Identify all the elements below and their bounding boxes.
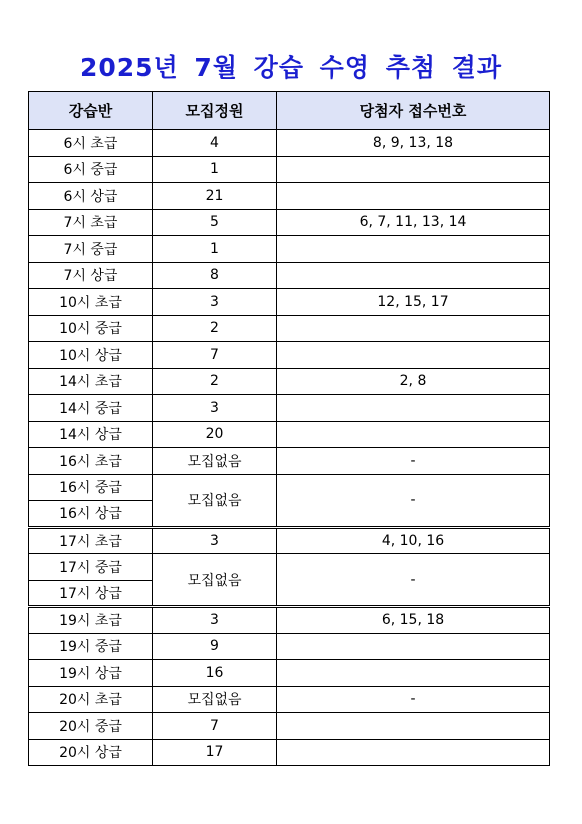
winners-cell xyxy=(277,262,550,289)
capacity-cell: 20 xyxy=(153,421,277,448)
capacity-cell: 21 xyxy=(153,183,277,210)
winners-cell xyxy=(277,633,550,660)
table-row xyxy=(29,607,550,634)
capacity-cell: 모집없음 xyxy=(153,554,277,607)
class-cell: 7시 초급 xyxy=(29,209,153,236)
capacity-cell: 7 xyxy=(153,342,277,369)
capacity-cell: 1 xyxy=(153,156,277,183)
class-cell: 14시 중급 xyxy=(29,395,153,422)
capacity-cell: 모집없음 xyxy=(153,686,277,713)
capacity-cell: 17 xyxy=(153,739,277,766)
capacity-cell: 9 xyxy=(153,633,277,660)
table-row xyxy=(29,289,550,316)
table-row xyxy=(29,421,550,448)
class-cell: 19시 초급 xyxy=(29,607,153,634)
class-cell: 20시 중급 xyxy=(29,713,153,740)
winners-cell xyxy=(277,156,550,183)
table-row xyxy=(29,315,550,342)
winners-cell: - xyxy=(277,554,550,607)
winners-cell: - xyxy=(277,474,550,527)
capacity-cell: 4 xyxy=(153,130,277,157)
table-row xyxy=(29,633,550,660)
table-row xyxy=(29,368,550,395)
capacity-cell: 3 xyxy=(153,395,277,422)
winners-cell xyxy=(277,713,550,740)
class-cell: 20시 초급 xyxy=(29,686,153,713)
table-row xyxy=(29,554,550,581)
winners-cell: 6, 15, 18 xyxy=(277,607,550,634)
table-row xyxy=(29,395,550,422)
winners-cell xyxy=(277,739,550,766)
winners-cell xyxy=(277,315,550,342)
class-cell: 6시 초급 xyxy=(29,130,153,157)
table-row xyxy=(29,236,550,263)
winners-cell: 4, 10, 16 xyxy=(277,527,550,554)
capacity-cell: 16 xyxy=(153,660,277,687)
header-winners: 당첨자 접수번호 xyxy=(277,92,550,130)
table-row xyxy=(29,474,550,501)
class-cell: 10시 중급 xyxy=(29,315,153,342)
class-cell: 17시 중급 xyxy=(29,554,153,581)
capacity-cell: 2 xyxy=(153,368,277,395)
winners-cell xyxy=(277,395,550,422)
winners-cell: - xyxy=(277,448,550,475)
winners-cell: 8, 9, 13, 18 xyxy=(277,130,550,157)
capacity-cell: 3 xyxy=(153,527,277,554)
winners-cell xyxy=(277,421,550,448)
table-row xyxy=(29,660,550,687)
page-title: 2025년 7월 강습 수영 추첨 결과 xyxy=(80,53,502,82)
capacity-cell: 7 xyxy=(153,713,277,740)
capacity-cell: 8 xyxy=(153,262,277,289)
class-cell: 16시 초급 xyxy=(29,448,153,475)
header-capacity: 모집정원 xyxy=(153,92,277,130)
capacity-cell: 3 xyxy=(153,289,277,316)
header-row xyxy=(29,92,550,130)
class-cell: 14시 상급 xyxy=(29,421,153,448)
table-row xyxy=(29,342,550,369)
class-cell: 7시 상급 xyxy=(29,262,153,289)
class-cell: 7시 중급 xyxy=(29,236,153,263)
winners-cell: - xyxy=(277,686,550,713)
class-cell: 19시 상급 xyxy=(29,660,153,687)
class-cell: 17시 상급 xyxy=(29,580,153,607)
table-row xyxy=(29,209,550,236)
capacity-cell: 3 xyxy=(153,607,277,634)
class-cell: 16시 중급 xyxy=(29,474,153,501)
table-row xyxy=(29,527,550,554)
table-row xyxy=(29,713,550,740)
header-class: 강습반 xyxy=(29,92,153,130)
class-cell: 6시 상급 xyxy=(29,183,153,210)
capacity-cell: 5 xyxy=(153,209,277,236)
table-row xyxy=(29,156,550,183)
class-cell: 14시 초급 xyxy=(29,368,153,395)
class-cell: 6시 중급 xyxy=(29,156,153,183)
table-row xyxy=(29,739,550,766)
capacity-cell: 1 xyxy=(153,236,277,263)
table-row xyxy=(29,686,550,713)
winners-cell xyxy=(277,342,550,369)
class-cell: 16시 상급 xyxy=(29,501,153,528)
table-row xyxy=(29,183,550,210)
winners-cell: 12, 15, 17 xyxy=(277,289,550,316)
class-cell: 10시 초급 xyxy=(29,289,153,316)
winners-cell xyxy=(277,660,550,687)
table-row xyxy=(29,448,550,475)
winners-cell: 6, 7, 11, 13, 14 xyxy=(277,209,550,236)
capacity-cell: 모집없음 xyxy=(153,448,277,475)
capacity-cell: 2 xyxy=(153,315,277,342)
class-cell: 10시 상급 xyxy=(29,342,153,369)
winners-cell xyxy=(277,236,550,263)
capacity-cell: 모집없음 xyxy=(153,474,277,527)
table-body xyxy=(29,130,550,766)
winners-cell xyxy=(277,183,550,210)
class-cell: 19시 중급 xyxy=(29,633,153,660)
class-cell: 17시 초급 xyxy=(29,527,153,554)
results-table xyxy=(28,91,550,766)
table-row xyxy=(29,262,550,289)
table-row xyxy=(29,130,550,157)
winners-cell: 2, 8 xyxy=(277,368,550,395)
class-cell: 20시 상급 xyxy=(29,739,153,766)
